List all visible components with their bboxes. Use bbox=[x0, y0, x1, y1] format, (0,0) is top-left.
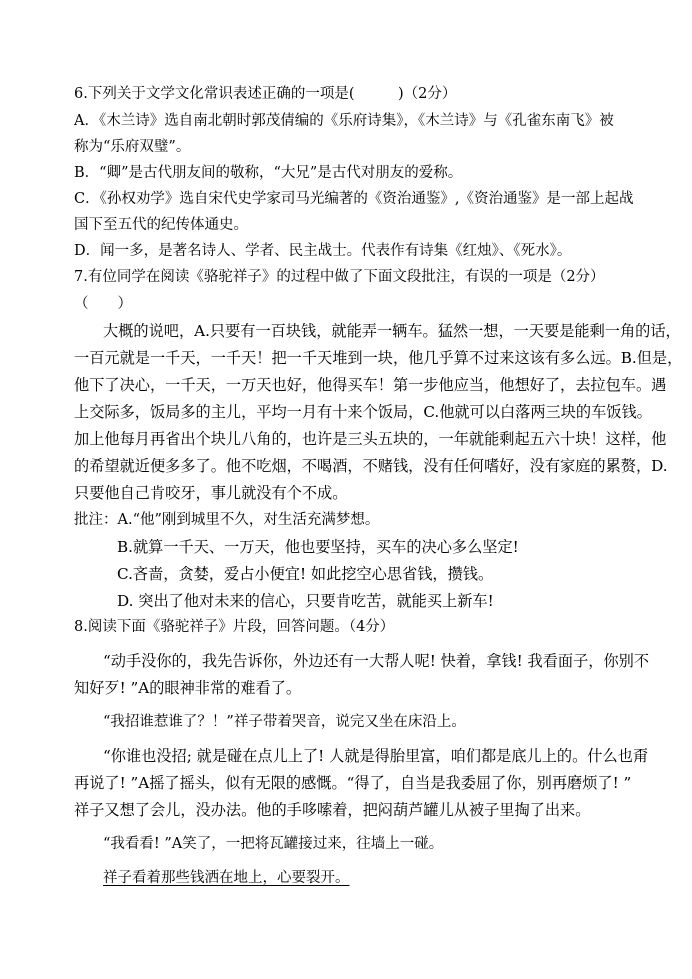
q8-text3-line1: “你谁也没招; 就是碰在点儿上了! 人就是得胎里富，咱们都是底儿上的。什么也甭 bbox=[103, 747, 649, 765]
q7-passage-line3: 他下了决心，一千天，一万天也好，他得买车！第一步他应当，他想好了，去拉包车。遇 bbox=[74, 376, 667, 394]
q7-passage-line2: 一百元就是一千天，一千天！把一千天堆到一块，他几乎算不过来这该有多么远。B.但是， bbox=[74, 349, 683, 367]
q8-text1-line1: “动手没你的，我先告诉你，外边还有一大帮人呢! 快着，拿钱! 我看面子，你别不 bbox=[103, 652, 650, 670]
q7-note-b: B.就算一千天、一万天，他也要坚持，买车的决心多么坚定! bbox=[117, 538, 519, 556]
q7-note-a: 批注：A.“他”刚到城里不久，对生活充满梦想。 bbox=[74, 512, 380, 528]
q6-option-d: D．闻一多，是著名诗人、学者、民主战士。代表作有诗集《红烛》、《死水》。 bbox=[74, 243, 572, 259]
q7-passage-line5: 加上他每月再省出个块儿八角的，也许是三头五块的，一年就能剩起五六十块！这样，他 bbox=[74, 430, 667, 448]
q8-text4: “我看看! ”A笑了，一把将瓦罐接过来，往墙上一碰。 bbox=[103, 836, 444, 852]
q6-stem: 6.下列关于文学文化常识表述正确的一项是( )（2分） bbox=[74, 86, 457, 102]
q7-note-c: C.吝啬，贪婪，爱占小便宜! 如此挖空心思省钱，攒钱。 bbox=[117, 565, 494, 583]
q6-option-a-line2: 称为“乐府双璧”。 bbox=[74, 139, 191, 155]
q8-text2: “我招谁惹谁了？！”祥子带着哭音，说完又坐在床沿上。 bbox=[103, 714, 466, 730]
q6-option-c-line2: 国下至五代的纪传体通史。 bbox=[74, 217, 248, 233]
q6-option-b: B．“卿”是古代朋友间的敬称，“大兄”是古代对朋友的爱称。 bbox=[74, 165, 463, 181]
q7-note-d: D. 突出了他对未来的信心，只要肯吃苦，就能买上新车! bbox=[117, 592, 494, 610]
q8-text1-line2: 知好歹! ”A的眼神非常的难看了。 bbox=[74, 679, 302, 697]
q8-text3-line2: 再说了! ”A摇了摇头，似有无限的感慨。“得了，自当是我委屈了你，别再磨烦了! ” bbox=[74, 774, 632, 792]
q8-text3-line3: 祥子又想了会儿，没办法。他的手哆嗦着，把闷葫芦罐儿从被子里掏了出来。 bbox=[74, 801, 591, 819]
q8-stem: 8.阅读下面《骆驼祥子》片段，回答问题。（4分） bbox=[74, 619, 395, 635]
q7-passage-line6: 的希望就近便多多了。他不吃烟，不喝酒，不赌钱，没有任何嗜好，没有家庭的累赘，D. bbox=[74, 457, 668, 475]
q8-underlined-sentence: 祥子看着那些钱洒在地上，心要裂开。 bbox=[103, 870, 350, 886]
q7-stem: 7.有位同学在阅读《骆驼祥子》的过程中做了下面文段批注，有误的一项是（2分） bbox=[74, 269, 605, 285]
q7-passage-line4: 上交际多，饭局多的主儿，平均一月有十来个饭局，C.他就可以白落两三块的车饭钱。 bbox=[74, 403, 652, 421]
q6-option-c-line1: C．《孙权劝学》选自宋代史学家司马光编著的《资治通鉴》,《资治通鉴》是一部上起战 bbox=[74, 191, 634, 207]
q7-passage-line1: 大概的说吧，A.只要有一百块钱，就能弄一辆车。猛然一想，一天要是能剩一角的话， bbox=[103, 322, 681, 340]
q6-option-a-line1: A．《木兰诗》选自南北朝时郭茂倩编的《乐府诗集》，《木兰诗》与《孔雀东南飞》被 bbox=[74, 113, 614, 129]
q7-passage-line7: 只要他自己肯咬牙，事儿就没有个不成。 bbox=[74, 484, 348, 502]
q7-answer-parentheses: （ ） bbox=[74, 296, 132, 312]
